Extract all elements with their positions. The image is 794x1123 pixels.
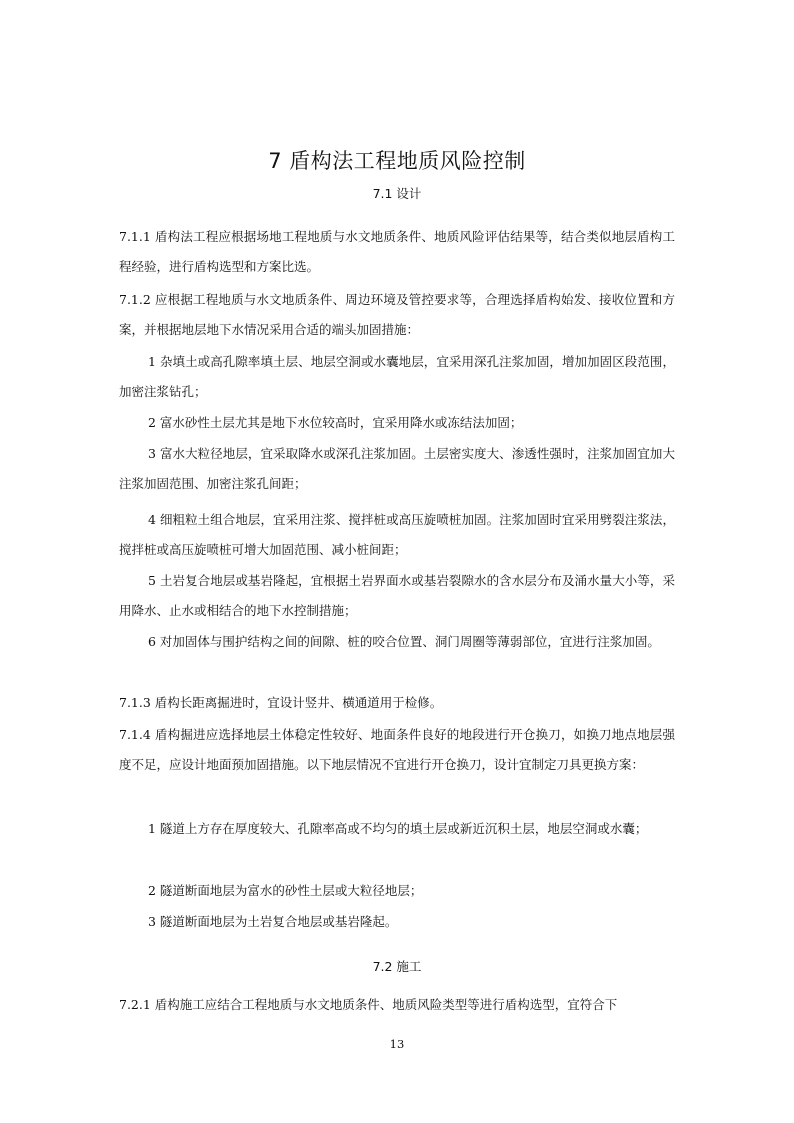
clause-7-1-4: 7.1.4 盾构掘进应选择地层土体稳定性较好、地面条件良好的地段进行开仓换刀，如换刀地点地层强度不足，应设计地面预加固措施。以下地层情况不宜进行开仓换刀，设计宜制定刀具更换方案： (119, 727, 675, 772)
clause-7-1-4-item-1: 1 隧道上方存在厚度较大、孔隙率高或不均匀的填土层或新近沉积土层，地层空洞或水囊； (148, 821, 648, 836)
section-title-design: 7.1 设计 (372, 186, 422, 201)
clause-7-1-2-item-3: 3 富水大粒径地层，宜采取降水或深孔注浆加固。土层密实度大、渗透性强时，注浆加固宜加大注浆加固范围、加密注浆孔间距； (119, 446, 675, 491)
clause-7-1-4-item-2: 2 隧道断面地层为富水的砂性土层或大粒径地层； (148, 883, 423, 898)
clause-7-1-2: 7.1.2 应根据工程地质与水文地质条件、周边环境及管控要求等，合理选择盾构始发、接收位置和方案，并根据地层地下水情况采用合适的端头加固措施： (119, 292, 675, 337)
clause-7-1-2-item-6: 6 对加固体与围护结构之间的间隙、桩的咬合位置、洞门周圈等薄弱部位，宜进行注浆加固。 (148, 634, 660, 649)
clause-7-1-4-item-3: 3 隧道断面地层为土岩复合地层或基岩隆起。 (148, 914, 398, 929)
clause-7-2-1: 7.2.1 盾构施工应结合工程地质与水文地质条件、地质风险类型等进行盾构选型，宜符合下 (119, 997, 618, 1012)
page-number: 13 (389, 1037, 405, 1051)
clause-7-1-1: 7.1.1 盾构法工程应根据场地工程地质与水文地质条件、地质风险评估结果等，结合类似地层盾构工程经验，进行盾构选型和方案比选。 (119, 229, 675, 274)
clause-7-1-2-item-2: 2 富水砂性土层尤其是地下水位较高时，宜采用降水或冻结法加固； (148, 415, 523, 430)
clause-7-1-2-item-4: 4 细粗粒土组合地层，宜采用注浆、搅拌桩或高压旋喷桩加固。注浆加固时宜采用劈裂注浆法，搅拌桩或高压旋喷桩可增大加固范围、减小桩间距； (119, 512, 675, 557)
chapter-title: 7 盾构法工程地质风险控制 (268, 149, 526, 174)
clause-7-1-2-item-1: 1 杂填土或高孔隙率填土层、地层空洞或水囊地层，宜采用深孔注浆加固，增加加固区段范围，加密注浆钻孔； (119, 354, 675, 399)
clause-7-1-2-item-5: 5 土岩复合地层或基岩隆起，宜根据土岩界面水或基岩裂隙水的含水层分布及涌水量大小等，采用降水、止水或相结合的地下水控制措施； (119, 573, 675, 618)
clause-7-1-3: 7.1.3 盾构长距离掘进时，宜设计竖井、横通道用于检修。 (119, 695, 443, 710)
section-title-construction: 7.2 施工 (372, 959, 422, 974)
